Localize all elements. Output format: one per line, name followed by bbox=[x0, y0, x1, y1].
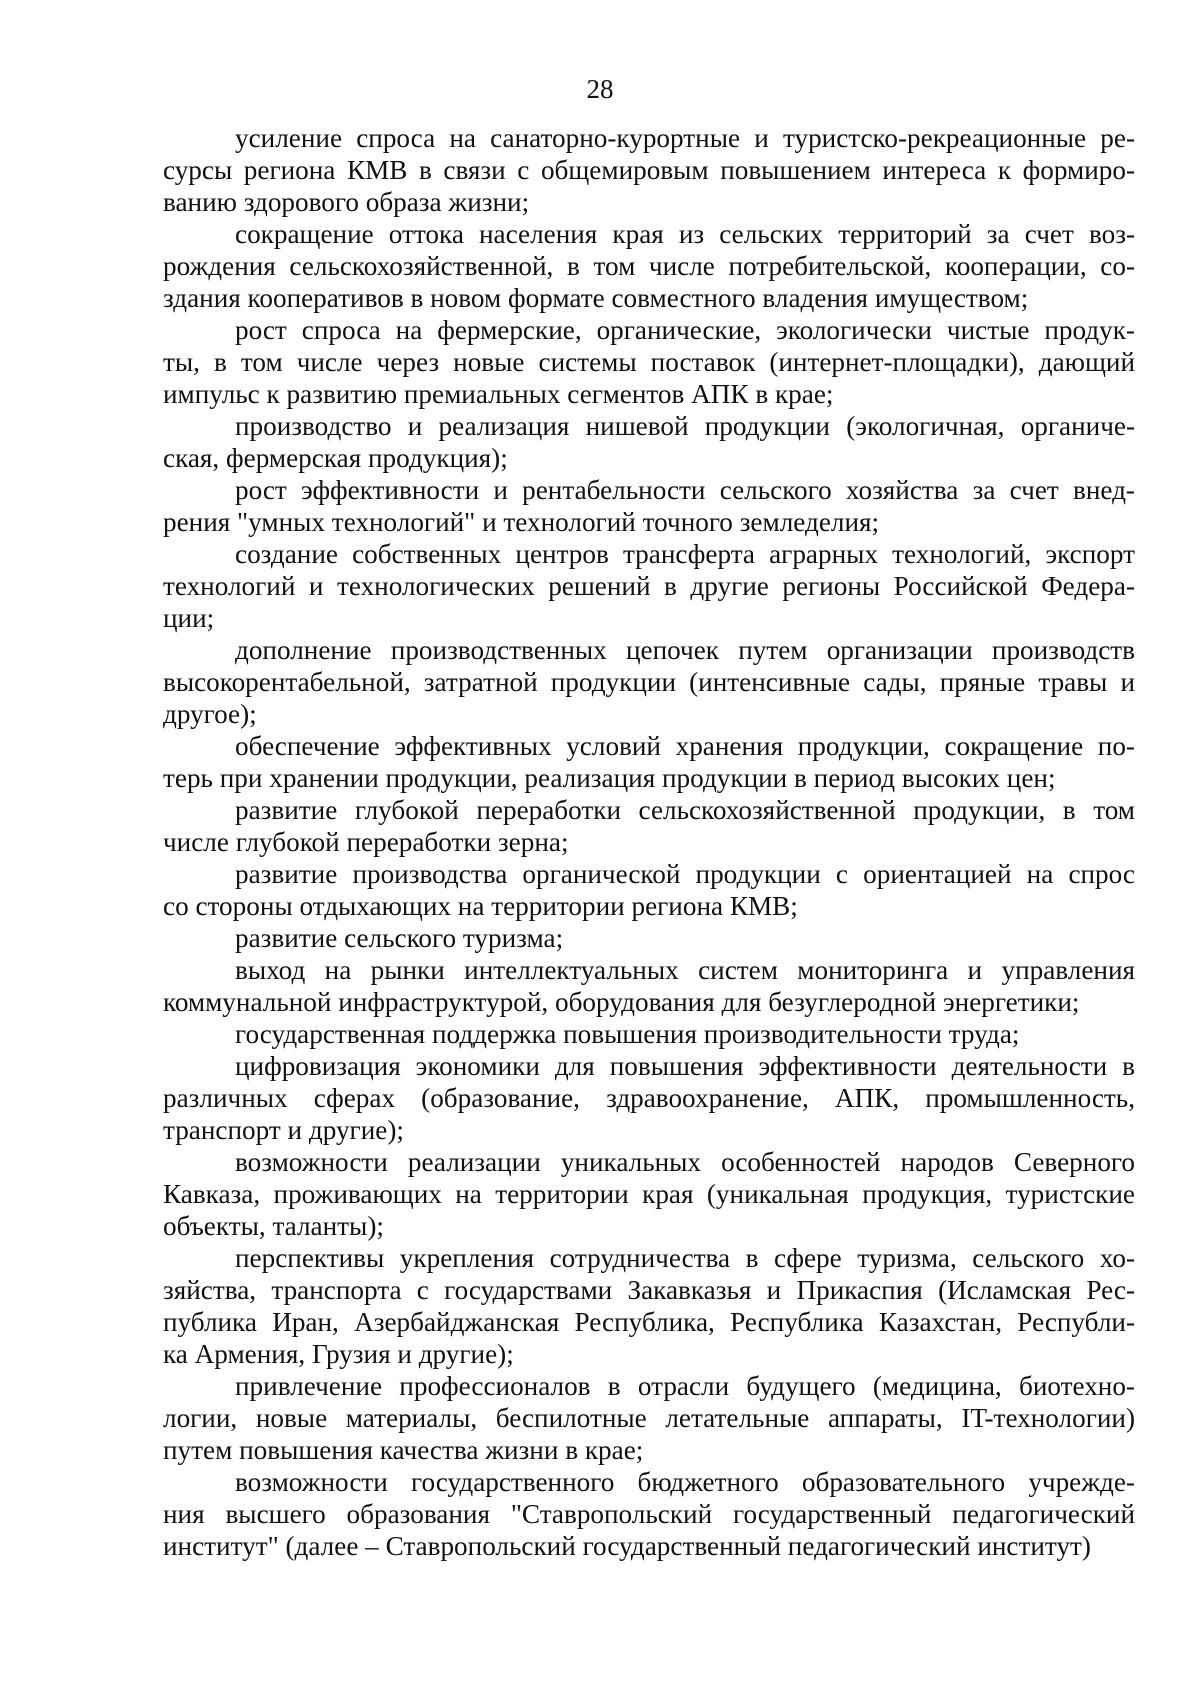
paragraph bbox=[163, 794, 1135, 858]
paragraph bbox=[163, 954, 1135, 1018]
text-line: государственная поддержка повышения производительности труда; bbox=[235, 1019, 1020, 1049]
text-line: производство и реализация нишевой продукции (экологичная, органиче- bbox=[235, 411, 1135, 441]
paragraph bbox=[163, 1018, 1135, 1050]
text-line: рост эффективности и рентабельности сельского хозяйства за счет внед- bbox=[235, 475, 1135, 505]
text-line: со стороны отдыхающих на территории региона КМВ; bbox=[163, 891, 798, 921]
text-line: создание собственных центров трансферта аграрных технологий, экспорт bbox=[235, 539, 1135, 569]
text-line: объекты, таланты); bbox=[163, 1211, 384, 1241]
text-line: ка Армения, Грузия и другие); bbox=[163, 1339, 514, 1369]
text-line: другое); bbox=[163, 699, 257, 729]
paragraph bbox=[163, 1050, 1135, 1146]
text-line: сурсы региона КМВ в связи с общемировым повышением интереса к формиро- bbox=[163, 155, 1135, 185]
paragraph bbox=[163, 314, 1135, 410]
paragraph bbox=[163, 730, 1135, 794]
paragraph bbox=[163, 634, 1135, 730]
paragraph bbox=[163, 922, 1135, 954]
text-line: публика Иран, Азербайджанская Республика, Республика Казахстан, Республи- bbox=[163, 1307, 1135, 1337]
text-line: развитие сельского туризма; bbox=[235, 923, 564, 953]
text-line: выход на рынки интеллектуальных систем мониторинга и управления bbox=[235, 955, 1135, 985]
text-line: цифровизация экономики для повышения эффективности деятельности в bbox=[235, 1051, 1135, 1081]
text-line: усиление спроса на санаторно-курортные и туристско-рекреационные ре- bbox=[235, 123, 1135, 153]
paragraph bbox=[163, 122, 1135, 218]
text-line: числе глубокой переработки зерна; bbox=[163, 827, 569, 857]
text-line: Кавказа, проживающих на территории края (уникальная продукция, туристские bbox=[163, 1179, 1135, 1209]
text-line: рождения сельскохозяйственной, в том числе потребительской, кооперации, со- bbox=[163, 251, 1135, 281]
text-line: ния высшего образования "Ставропольский государственный педагогический bbox=[163, 1499, 1135, 1529]
text-line: транспорт и другие); bbox=[163, 1115, 404, 1145]
paragraph bbox=[163, 474, 1135, 538]
text-line: различных сферах (образование, здравоохранение, АПК, промышленность, bbox=[163, 1083, 1135, 1113]
text-line: рост спроса на фермерские, органические, экологически чистые продук- bbox=[235, 315, 1135, 345]
text-line: развитие глубокой переработки сельскохозяйственной продукции, в том bbox=[235, 795, 1135, 825]
text-line: ская, фермерская продукция); bbox=[163, 443, 508, 473]
text-line: технологий и технологических решений в другие регионы Российской Федера- bbox=[163, 571, 1135, 601]
text-line: институт" (далее – Ставропольский государственный педагогический институт) bbox=[163, 1531, 1091, 1561]
text-line: развитие производства органической продукции с ориентацией на спрос bbox=[235, 859, 1135, 889]
text-line: логии, новые материалы, беспилотные летательные аппараты, IT-технологии) bbox=[163, 1403, 1135, 1433]
text-line: терь при хранении продукции, реализация продукции в период высоких цен; bbox=[163, 763, 1056, 793]
text-line: зяйства, транспорта с государствами Закавказья и Прикаспия (Исламская Рес- bbox=[163, 1275, 1135, 1305]
page-number: 28 bbox=[586, 74, 614, 104]
text-line: ванию здорового образа жизни; bbox=[163, 187, 530, 217]
text-line: путем повышения качества жизни в крае; bbox=[163, 1435, 644, 1465]
text-line: ты, в том числе через новые системы поставок (интернет-площадки), дающий bbox=[163, 347, 1135, 377]
paragraph bbox=[163, 410, 1135, 474]
document-body bbox=[163, 122, 1135, 1562]
text-line: коммунальной инфраструктурой, оборудования для безуглеродной энергетики; bbox=[163, 987, 1080, 1017]
text-line: рения "умных технологий" и технологий точного земледелия; bbox=[163, 507, 880, 537]
paragraph bbox=[163, 1370, 1135, 1466]
paragraph bbox=[163, 858, 1135, 922]
text-line: высокорентабельной, затратной продукции (интенсивные сады, пряные травы и bbox=[163, 667, 1135, 697]
text-line: перспективы укрепления сотрудничества в сфере туризма, сельского хо- bbox=[235, 1243, 1135, 1273]
paragraph bbox=[163, 1146, 1135, 1242]
text-line: сокращение оттока населения края из сельских территорий за счет воз- bbox=[235, 219, 1135, 249]
paragraph bbox=[163, 538, 1135, 634]
text-line: здания кооперативов в новом формате совместного владения имуществом; bbox=[163, 283, 1029, 313]
text-line: обеспечение эффективных условий хранения продукции, сокращение по- bbox=[235, 731, 1135, 761]
text-line: возможности реализации уникальных особенностей народов Северного bbox=[235, 1147, 1135, 1177]
text-line: импульс к развитию премиальных сегментов АПК в крае; bbox=[163, 379, 834, 409]
text-line: дополнение производственных цепочек путем организации производств bbox=[235, 635, 1135, 665]
text-line: привлечение профессионалов в отрасли будущего (медицина, биотехно- bbox=[235, 1371, 1135, 1401]
paragraph bbox=[163, 1242, 1135, 1370]
text-line: ции; bbox=[163, 603, 215, 633]
text-line: возможности государственного бюджетного образовательного учрежде- bbox=[235, 1467, 1135, 1497]
paragraph bbox=[163, 218, 1135, 314]
paragraph bbox=[163, 1466, 1135, 1562]
